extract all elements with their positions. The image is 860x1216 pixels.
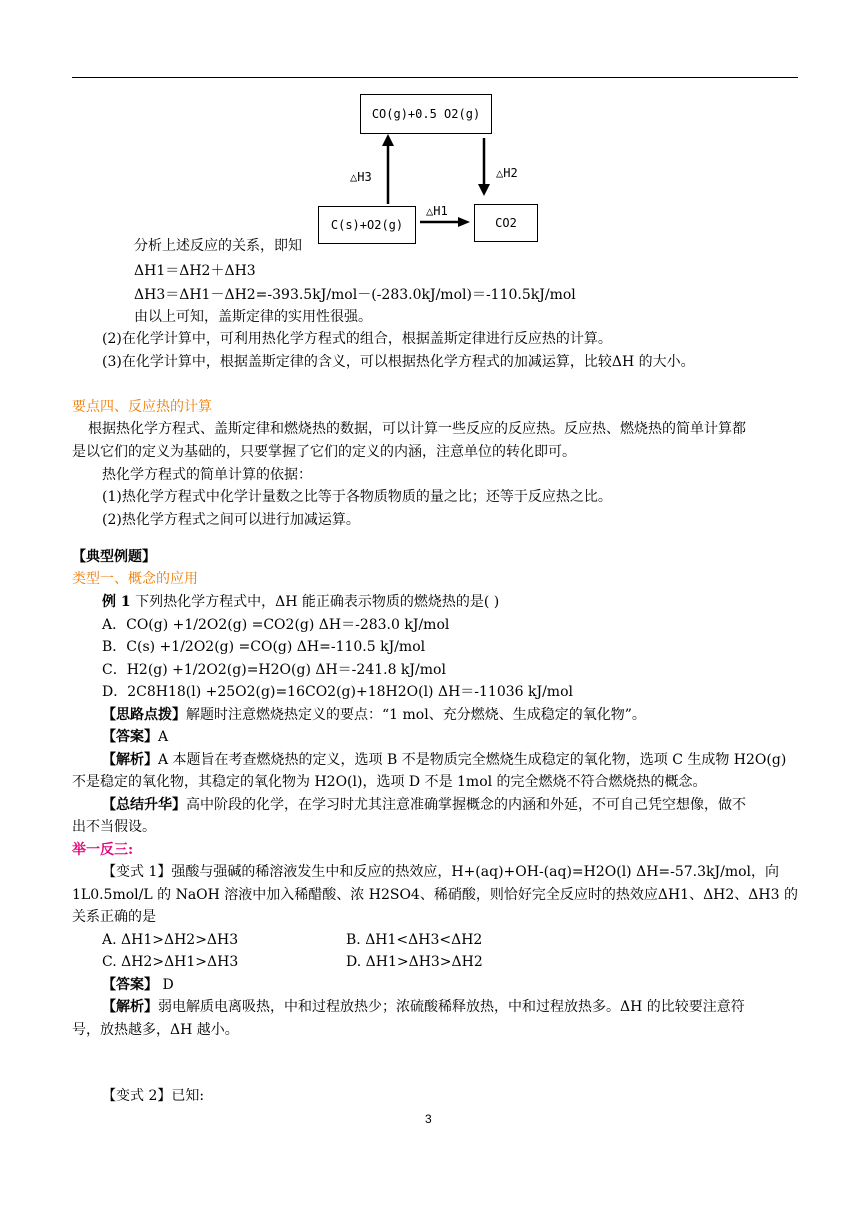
v2-label: 【变式 2】 [102,1088,172,1104]
analysis-text-b: 不是稳定的氧化物，其稳定的氧化物为 H2O(l)，选项 D 不是 1mol 的完全燃烧不符合燃烧热的概念。 [72,774,707,790]
v1-text-c: 关系正确的是 [72,909,156,925]
s4-heading: 举一反三: [72,842,134,858]
s2-p3: (1)热化学方程式中化学计量数之比等于各物质物质的量之比；还等于反应热之比。 [102,489,612,505]
v1-analysis-a: 弱电解质电离吸热，中和过程放热少；浓硫酸稀释放热，中和过程放热多。ΔH 的比较要注意符 [158,999,745,1015]
page-number: 3 [425,1112,432,1126]
v1-label: 【变式 1】 [102,864,172,880]
s1-line5: (2)在化学计算中，可利用热化学方程式的组合，根据盖斯定律进行反应热的计算。 [102,331,612,347]
example-label: 例 1 [102,594,131,610]
s2-p2: 热化学方程式的简单计算的依据： [102,467,312,483]
v1-text-a: 强酸与强碱的稀溶液发生中和反应的热效应，H+(aq)+OH-(aq)=H2O(l) ΔH=-57.3kJ/mol，向 [171,864,780,880]
left-box: C(s)+O2(g) [318,206,416,244]
answer-text: A [158,729,169,745]
dh1-label: △H1 [426,204,448,218]
v1-analysis [102,997,745,1017]
header-rule [72,77,798,78]
top-box: CO(g)+0.5 O2(g) [360,94,492,134]
s1-line4: 由以上可知，盖斯定律的实用性很强。 [134,309,372,325]
s3-subheading: 类型一、概念的应用 [72,571,198,587]
v1-analysis-b: 号，放热越多，ΔH 越小。 [72,1022,239,1038]
v1-answer-label: 【答案】 [102,977,158,993]
answer [102,727,168,747]
variant-1 [102,862,779,882]
summary-text-a: 高中阶段的化学，在学习时尤其注意准确掌握概念的内涵和外延，不可自己凭空想像，做不 [186,797,746,813]
v1-option-d: D. ΔH1>ΔH3>ΔH2 [346,954,483,970]
example-text: 下列热化学方程式中，ΔH 能正确表示物质的燃烧热的是( ) [135,594,500,610]
v2-text: 已知: [171,1088,205,1104]
summary-text-b: 出不当假设。 [72,819,156,835]
analysis-label: 【解析】 [102,752,158,768]
v1-analysis-label: 【解析】 [102,999,158,1015]
right-box: CO2 [474,204,538,242]
dh2-label: △H2 [496,166,518,180]
ex-option-b: B．C(s) +1/2O2(g) =CO(g) ΔH=-110.5 kJ/mol [102,639,426,655]
dh3-label: △H3 [350,170,372,184]
ex-option-d: D．2C8H18(l) +25O2(g)=16CO2(g)+18H2O(l) ΔH＝-11036 kJ/mol [102,684,573,700]
hint-label: 【思路点拨】 [102,707,186,723]
answer-label: 【答案】 [102,729,158,745]
hint-text: 解题时注意燃烧热定义的要点：“1 mol、充分燃烧、生成稳定的氧化物”。 [186,707,646,723]
v1-option-a: A. ΔH1>ΔH2>ΔH3 [102,932,239,948]
s2-p4: (2)热化学方程式之间可以进行加减运算。 [102,512,360,528]
v1-answer [102,975,174,995]
summary-label: 【总结升华】 [102,797,186,813]
v1-option-c: C. ΔH2>ΔH1>ΔH3 [102,954,239,970]
s1-line1: 分析上述反应的关系，即知 [134,238,302,254]
variant-2 [102,1086,204,1106]
v1-text-b: 1L0.5mol/L 的 NaOH 溶液中加入稀醋酸、浓 H2SO4、稀硝酸，则恰好完全反应时的热效应ΔH1、ΔH2、ΔH3 的 [72,887,798,903]
s1-line3: ΔH3＝ΔH1－ΔH2=-393.5kJ/mol－(-283.0kJ/mol)＝-110.5kJ/mol [134,287,576,303]
example-1 [102,592,499,612]
hess-diagram [318,92,550,248]
s2-heading: 要点四、反应热的计算 [72,399,212,415]
s2-p1a: 根据热化学方程式、盖斯定律和燃烧热的数据，可以计算一些反应的反应热。反应热、燃烧热的简单计算都 [88,421,746,437]
summary [102,795,746,815]
v1-answer-text: D [158,977,174,993]
ex-option-c: C．H2(g) +1/2O2(g)=H2O(g) ΔH＝-241.8 kJ/mol [102,662,446,678]
s3-heading: 【典型例题】 [72,549,156,565]
analysis [102,750,786,770]
s1-line6: (3)在化学计算中，根据盖斯定律的含义，可以根据热化学方程式的加减运算，比较ΔH 的大小。 [102,354,695,370]
v1-option-b: B. ΔH1<ΔH3<ΔH2 [346,932,483,948]
s2-p1b: 是以它们的定义为基础的，只要掌握了它们的定义的内涵，注意单位的转化即可。 [72,444,576,460]
analysis-text-a: A 本题旨在考查燃烧热的定义，选项 B 不是物质完全燃烧生成稳定的氧化物，选项 C 生成物 H2O(g) [158,752,787,768]
ex-option-a: A．CO(g) +1/2O2(g) =CO2(g) ΔH＝-283.0 kJ/mol [102,617,450,633]
s1-line2: ΔH1＝ΔH2＋ΔH3 [134,263,256,279]
hint [102,705,646,725]
